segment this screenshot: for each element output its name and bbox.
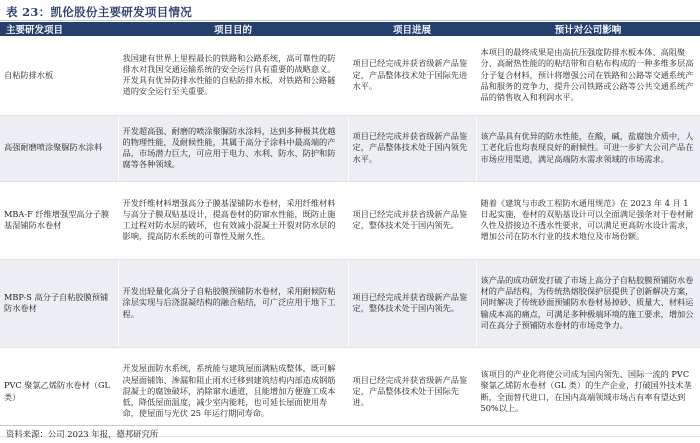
cell-project-name: PVC 聚氯乙烯防水卷材（GL 类） <box>0 347 118 436</box>
cell-progress: 项目已经完成并获省级新产品鉴定，产品整体技术处于国内领先水平。 <box>348 115 476 181</box>
table-title: 表 23：凯伦股份主要研发项目情况 <box>6 5 193 19</box>
rd-projects-table <box>0 22 700 437</box>
table-header-row <box>0 22 700 36</box>
header-purpose: 项目目的 <box>118 22 348 36</box>
cell-project-name: 高强耐磨喷涂聚脲防水涂料 <box>0 115 118 181</box>
cell-purpose: 开发屋面防水系统，系统能与建筑屋面满粘成整体，既可解决屋面铺饰、渗漏和阻止雨水迁移到建筑结构内部造成钢筋混凝土的腐蚀破坏，消除窜水通道，且能增加方便施工成本低，降低屋面温度，减少室内能耗，也可延长屋面使用寿命，使屋面与光伏 25 年运行期同寿命。 <box>118 347 348 436</box>
source-divider <box>0 425 700 426</box>
cell-progress: 项目已经完成并获省级新产品鉴定，整体技术处于国内领先。 <box>348 259 476 347</box>
cell-project-name: MBA-F 纤维增强型高分子膜基湿铺防水卷材 <box>0 181 118 259</box>
source-note: 资料来源：公司 2023 年报，德邦研究所 <box>6 429 159 439</box>
cell-impact: 该产品具有优异的防水性能，在酸，碱，盐腐蚀介质中，人工老化后也均表现良好的耐候性。可进一步扩大公司产品在市场应用渠道，满足高端防水需求领域的市场需求。 <box>476 115 700 181</box>
table-row <box>0 259 700 347</box>
cell-impact: 该产品的成功研发打破了市场上高分子自粘胶膜预铺防水卷材的产品结构，为传统热熔胶保护层提供了创新解决方案，同时解决了传统砂面预铺防水卷材易掉砂、质量大、材料运输成本高的痛点，可满足多种极端环境的施工要求，增加公司在高分子预铺防水卷材的市场竞争力。 <box>476 259 700 347</box>
cell-purpose: 我国建有世界上里程最长的铁路和公路系统，高可靠性的防排水对我国交通运输系统的安全运行具有重要的战略意义。开发具有优异防排水性能的自粘防排水板，对铁路和公路隧道的安全运行至关重要。 <box>118 36 348 115</box>
cell-progress: 项目已经完成并获省级新产品鉴定，产品整体技术处于国际先进。 <box>348 347 476 436</box>
cell-purpose: 开发出轻量化高分子自粘胶膜预铺防水卷材，采用耐候防粘涂层实现与后浇混凝结构的融合粘结，可广泛应用于地下工程。 <box>118 259 348 347</box>
cell-progress: 项目已经完成并获省级新产品鉴定，产品整体技术处于国际先进水平。 <box>348 36 476 115</box>
header-project: 主要研发项目 <box>0 22 118 36</box>
table-row <box>0 347 700 436</box>
cell-purpose: 开发纤维材料增强高分子膜基湿铺防水卷材，采用纤维材料与高分子膜双贴基设计，提高卷材的防窜水性能，既防止施工过程对防水层的破坏，也有效减小混凝土开裂对防水层的影响，提高防水系统的可靠性及耐久性。 <box>118 181 348 259</box>
cell-impact: 本项目的最终成果是由高抗压强度防排水板本体、高阻聚分、高耐热性能的的粘结带和自粘布构成的一种多维多层高分子复合材料，预计将增强公司在铁路和公路等交通系统产品和服务的竞争力，提升公司铁路或公路等公共交通系统产品的销售收入和利润水平。 <box>476 36 700 115</box>
cell-project-name: MBP-S 高分子自粘胶膜预铺防水卷材 <box>0 259 118 347</box>
table-row <box>0 181 700 259</box>
cell-progress: 项目已经完成并获省级新产品鉴定，整体技术处于国内领先。 <box>348 181 476 259</box>
table-row <box>0 115 700 181</box>
header-impact: 预计对公司影响 <box>476 22 700 36</box>
header-progress: 项目进展 <box>348 22 476 36</box>
cell-impact: 该项目的产业化将使公司成为国内领先、国际一流的 PVC 聚氯乙烯防水卷材（GL 类）的生产企业，打破国外技术垄断，全面替代进口，在国内高端领域市场占有率有望达到 50%以上。 <box>476 347 700 436</box>
title-divider <box>0 20 700 21</box>
cell-purpose: 开发超高强、耐磨的喷涂聚脲防水涂料，达到多种极其优越的物理性能，及耐候性能，其属于高分子涂料中最高端的产品，市场潜力巨大，可应用于电力、水利、防水、防护和防腐等各种领域。 <box>118 115 348 181</box>
cell-impact: 随着《建筑与市政工程防水通用规范》在 2023 年 4 月 1 日起实施，卷材的双贴基设计可以全面满足强条对于卷材耐久性及搭接边不透水性要求，可以满足更高防水设计需求，增加公司在防水行业的技术地位及市场份额。 <box>476 181 700 259</box>
cell-project-name: 自粘防排水板 <box>0 36 118 115</box>
table-row <box>0 36 700 115</box>
